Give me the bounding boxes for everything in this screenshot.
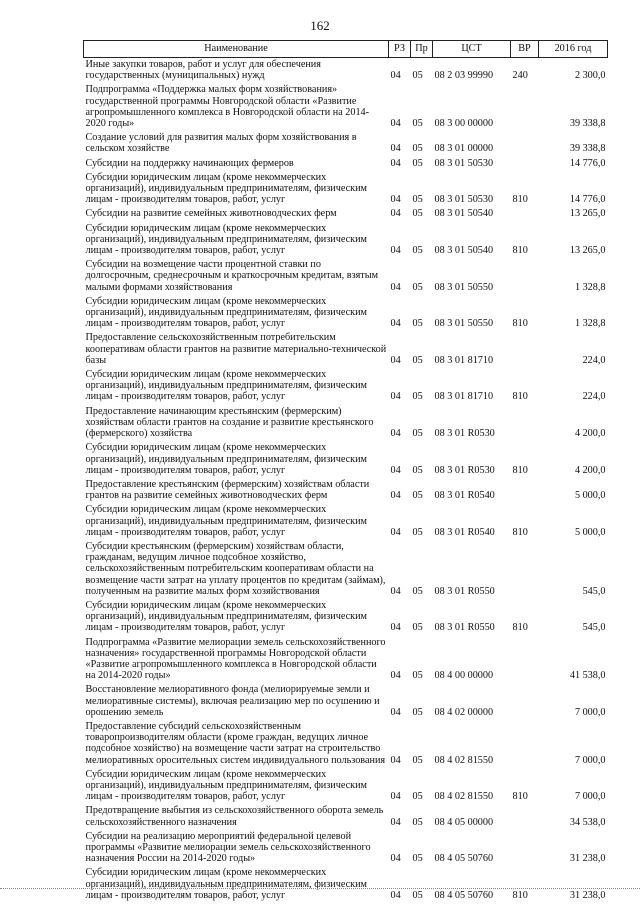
row-amount: 7 000,0 <box>574 754 606 766</box>
row-cst: 08 3 00 00000 <box>434 118 494 130</box>
row-pr: 05 <box>412 428 423 440</box>
row-cst: 08 4 02 81550 <box>434 754 494 766</box>
row-vr: 810 <box>512 791 528 803</box>
page-number: 162 <box>310 18 330 33</box>
row-pr: 05 <box>412 281 423 293</box>
row-name: Предотвращение выбытия из сельскохозяйственного оборота земель сельскохозяйственного назначения <box>85 805 384 828</box>
row-cst: 08 4 02 81550 <box>434 791 494 803</box>
row-cst: 08 4 05 00000 <box>434 816 494 828</box>
row-rz: 04 <box>390 816 401 828</box>
row-pr: 05 <box>412 622 423 634</box>
row-name: Субсидии юридическим лицам (кроме некоммерческих организаций), индивидуальным предпринимателям, физическим лицам - производителям товаров, работ, услуг <box>85 222 367 257</box>
row-rz: 04 <box>390 157 401 169</box>
row-rz: 04 <box>390 706 401 718</box>
row-cst: 08 3 01 81710 <box>434 391 494 403</box>
row-rz: 04 <box>390 143 401 155</box>
row-name: Субсидии на возмещение части процентной ставки по долгосрочным, среднесрочным и краткосрочным кредитам, взятым малыми формами хозяйствования <box>85 259 379 293</box>
row-name: Субсидии на развитие семейных животноводческих ферм <box>85 208 337 220</box>
row-pr: 05 <box>412 143 423 155</box>
row-name: Субсидии юридическим лицам (кроме некоммерческих организаций), индивидуальным предпринимателям, физическим лицам - производителям товаров, работ, услуг <box>85 867 367 901</box>
row-cst: 08 3 01 R0550 <box>434 585 495 597</box>
row-name: Субсидии юридическим лицам (кроме некоммерческих организаций), индивидуальным предпринимателям, физическим лицам - производителям товаров, работ, услуг <box>85 369 367 403</box>
row-rz: 04 <box>390 754 401 766</box>
row-name: Субсидии юридическим лицам (кроме некоммерческих организаций), индивидуальным предпринимателям, физическим лицам - производителям товаров, работ, услуг <box>85 171 367 206</box>
row-cst: 08 3 01 00000 <box>434 143 494 155</box>
table-row <box>84 720 608 768</box>
row-amount: 224,0 <box>582 354 606 366</box>
table-row <box>84 207 608 221</box>
row-rz: 04 <box>390 208 401 220</box>
row-name: Субсидии юридическим лицам (кроме некоммерческих организаций), индивидуальным предпринимателям, физическим лицам - производителям товаров, работ, услуг <box>85 504 367 538</box>
row-name: Подпрограмма «Поддержка малых форм хозяйствования» государственной программы Новгородской области «Развитие агропромышленного комплекса в Новгородской области на 2014-2020 годы» <box>85 84 370 130</box>
row-pr: 05 <box>412 706 423 718</box>
table-row <box>84 83 608 131</box>
row-pr: 05 <box>412 490 423 502</box>
table-row <box>84 540 608 599</box>
row-vr <box>511 157 539 171</box>
row-vr: 240 <box>512 70 528 82</box>
row-pr: 05 <box>412 816 423 828</box>
budget-table <box>83 40 608 903</box>
row-rz: 04 <box>390 318 401 330</box>
row-rz: 04 <box>390 281 401 293</box>
row-cst: 08 3 01 50540 <box>434 208 494 220</box>
table-header-row <box>84 41 608 58</box>
row-cst: 08 3 01 50540 <box>434 245 494 257</box>
row-amount: 31 238,0 <box>569 889 606 901</box>
table-row <box>84 636 608 684</box>
row-amount: 7 000,0 <box>574 791 606 803</box>
header-rz: РЗ <box>389 41 411 58</box>
row-name: Восстановление мелиоративного фонда (мелиорируемые земли и мелиоративные системы), включая реализацию мер по осушению и орошению земель <box>85 684 380 718</box>
row-cst: 08 4 05 50760 <box>434 853 494 865</box>
row-cst: 08 3 01 R0540 <box>434 490 495 502</box>
row-cst: 08 2 03 99990 <box>434 70 494 82</box>
row-cst: 08 3 01 50550 <box>434 318 494 330</box>
row-amount: 14 776,0 <box>569 157 606 169</box>
row-rz: 04 <box>390 194 401 206</box>
table-row <box>84 830 608 867</box>
table-row <box>84 683 608 720</box>
row-cst: 08 4 00 00000 <box>434 670 494 682</box>
row-vr: 810 <box>512 318 528 330</box>
row-amount: 2 300,0 <box>574 70 606 82</box>
row-amount: 34 538,0 <box>569 816 606 828</box>
row-cst: 08 4 05 50760 <box>434 889 494 901</box>
row-cst: 08 3 01 R0550 <box>434 622 495 634</box>
row-rz: 04 <box>390 464 401 476</box>
table-row <box>84 368 608 405</box>
row-pr: 05 <box>412 318 423 330</box>
row-cst: 08 3 01 50530 <box>434 194 494 206</box>
row-name: Предоставление начинающим крестьянским (фермерским) хозяйствам области грантов на создание и развитие крестьянского (фермерского) хозяйства <box>85 405 374 440</box>
row-amount: 13 265,0 <box>569 208 606 220</box>
row-pr: 05 <box>412 391 423 403</box>
row-pr: 05 <box>412 245 423 257</box>
row-amount: 39 338,8 <box>569 143 606 155</box>
row-pr: 05 <box>412 853 423 865</box>
row-vr: 810 <box>512 391 528 403</box>
table-row <box>84 405 608 442</box>
row-pr: 05 <box>412 670 423 682</box>
row-rz: 04 <box>390 354 401 366</box>
row-cst: 08 4 02 00000 <box>434 706 494 718</box>
table-row <box>84 171 608 208</box>
header-cst: ЦСТ <box>433 41 511 58</box>
row-vr: 810 <box>512 622 528 634</box>
row-amount: 224,0 <box>582 391 606 403</box>
row-name: Субсидии юридическим лицам (кроме некоммерческих организаций), индивидуальным предпринимателям, физическим лицам - производителям товаров, работ, услуг <box>85 599 367 634</box>
row-amount: 4 200,0 <box>574 428 606 440</box>
row-pr: 05 <box>412 157 423 169</box>
row-name: Предоставление сельскохозяйственным потребительским кооперативам области грантов на развитие материально-технической базы <box>85 332 387 366</box>
header-year: 2016 год <box>539 41 608 58</box>
row-name: Субсидии крестьянским (фермерским) хозяйствам области, гражданам, ведущим личное подсобное хозяйство, сельскохозяйственным потребительским кооперативам области на возмещение части затрат на уплату процентов по кредитам (займам), полученным на развитие малых форм хозяйствования <box>85 540 386 597</box>
row-rz: 04 <box>390 391 401 403</box>
table-body <box>84 58 608 904</box>
row-amount: 41 538,0 <box>569 670 606 682</box>
header-name: Наименование <box>84 41 389 58</box>
row-name: Предоставление субсидий сельскохозяйственным товаропроизводителям области (кроме граждан, ведущих личное подсобное хозяйство) на возмещение части затрат на строительство мелиоративных оросительных систем индивидуального пользования <box>85 720 386 766</box>
row-pr: 05 <box>412 208 423 220</box>
row-amount: 5 000,0 <box>574 526 606 538</box>
table-row <box>84 804 608 829</box>
row-name: Иные закупки товаров, работ и услуг для обеспечения государственных (муниципальных) нужд <box>85 59 321 82</box>
page-bottom-dotted-line <box>0 888 640 889</box>
row-vr <box>511 207 539 221</box>
row-pr: 05 <box>412 754 423 766</box>
row-cst: 08 3 01 50530 <box>434 157 494 169</box>
row-cst: 08 3 01 R0530 <box>434 464 495 476</box>
row-rz: 04 <box>390 670 401 682</box>
row-vr <box>511 331 539 368</box>
row-amount: 31 238,0 <box>569 853 606 865</box>
row-rz: 04 <box>390 889 401 901</box>
table-row <box>84 866 608 903</box>
row-cst: 08 3 01 R0540 <box>434 526 495 538</box>
row-vr: 810 <box>512 194 528 206</box>
row-amount: 39 338,8 <box>569 118 606 130</box>
row-pr: 05 <box>412 194 423 206</box>
row-amount: 545,0 <box>582 622 606 634</box>
row-vr: 810 <box>512 464 528 476</box>
row-cst: 08 3 01 50550 <box>434 281 494 293</box>
row-name: Подпрограмма «Развитие мелиорации земель сельскохозяйственного назначения» государственной программы Новгородской области «Развитие агропромышленного комплекса в Новгородской области на 2014-2020 годы» <box>85 636 386 682</box>
row-cst: 08 3 01 R0530 <box>434 428 495 440</box>
row-amount: 545,0 <box>582 585 606 597</box>
row-vr <box>511 804 539 829</box>
row-pr: 05 <box>412 118 423 130</box>
row-rz: 04 <box>390 118 401 130</box>
row-pr: 05 <box>412 585 423 597</box>
row-vr: 810 <box>512 889 528 901</box>
row-pr: 05 <box>412 70 423 82</box>
row-vr <box>511 683 539 720</box>
row-amount: 5 000,0 <box>574 490 606 502</box>
row-vr: 810 <box>512 526 528 538</box>
row-rz: 04 <box>390 526 401 538</box>
table-row <box>84 441 608 478</box>
table-row <box>84 258 608 295</box>
row-amount: 4 200,0 <box>574 464 606 476</box>
row-vr <box>511 830 539 867</box>
row-rz: 04 <box>390 585 401 597</box>
row-pr: 05 <box>412 791 423 803</box>
row-amount: 1 328,8 <box>574 318 606 330</box>
row-name: Субсидии на поддержку начинающих фермеров <box>85 157 294 169</box>
row-vr <box>511 540 539 599</box>
row-vr <box>511 405 539 442</box>
row-name: Предоставление крестьянским (фермерским) хозяйствам области грантов на развитие семейных животноводческих ферм <box>85 478 370 502</box>
row-rz: 04 <box>390 245 401 257</box>
table-row <box>84 599 608 636</box>
row-vr <box>511 83 539 131</box>
table-row <box>84 295 608 332</box>
row-cst: 08 3 01 81710 <box>434 354 494 366</box>
row-amount: 14 776,0 <box>569 194 606 206</box>
table-row <box>84 768 608 805</box>
row-name: Субсидии юридическим лицам (кроме некоммерческих организаций), индивидуальным предпринимателям, физическим лицам - производителям товаров, работ, услуг <box>85 442 367 476</box>
row-pr: 05 <box>412 889 423 901</box>
row-pr: 05 <box>412 464 423 476</box>
row-amount: 1 328,8 <box>574 281 606 293</box>
table-row <box>84 478 608 503</box>
row-name: Субсидии юридическим лицам (кроме некоммерческих организаций), индивидуальным предпринимателям, физическим лицам - производителям товаров, работ, услуг <box>85 768 367 803</box>
row-rz: 04 <box>390 70 401 82</box>
row-vr <box>511 478 539 503</box>
row-pr: 05 <box>412 526 423 538</box>
table-row <box>84 222 608 259</box>
table-row <box>84 131 608 156</box>
row-vr <box>511 636 539 684</box>
row-vr <box>511 131 539 156</box>
row-vr <box>511 720 539 768</box>
row-amount: 7 000,0 <box>574 706 606 718</box>
row-rz: 04 <box>390 853 401 865</box>
row-name: Субсидии юридическим лицам (кроме некоммерческих организаций), индивидуальным предпринимателям, физическим лицам - производителям товаров, работ, услуг <box>85 295 367 330</box>
table-row <box>84 503 608 540</box>
header-pr: Пр <box>411 41 433 58</box>
row-name: Создание условий для развития малых форм хозяйствования в сельском хозяйстве <box>85 132 357 155</box>
table-row <box>84 331 608 368</box>
row-rz: 04 <box>390 428 401 440</box>
table-row <box>84 58 608 84</box>
header-vr: ВР <box>511 41 539 58</box>
row-amount: 13 265,0 <box>569 245 606 257</box>
row-vr <box>511 258 539 295</box>
row-pr: 05 <box>412 354 423 366</box>
row-rz: 04 <box>390 622 401 634</box>
row-rz: 04 <box>390 490 401 502</box>
table-row <box>84 157 608 171</box>
row-name: Субсидии на реализацию мероприятий федеральной целевой программы «Развитие мелиорации земель сельскохозяйственного назначения России на 2014-2020 годы» <box>85 830 371 865</box>
row-rz: 04 <box>390 791 401 803</box>
row-vr: 810 <box>512 245 528 257</box>
